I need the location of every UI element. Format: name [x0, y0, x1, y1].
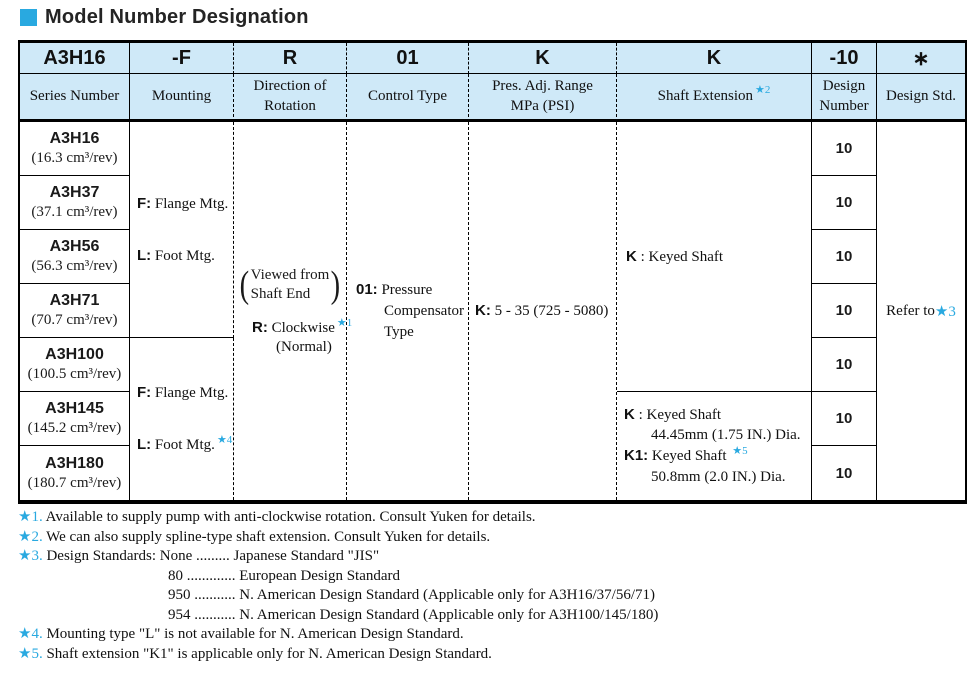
shaft-extension-detail-cell: [617, 392, 812, 500]
shaft-keyed-label: Keyed Shaft: [648, 248, 724, 265]
header-label-shaft: [617, 74, 812, 122]
footnote-5: [18, 645, 658, 665]
shaft-sep: :: [634, 406, 647, 423]
pressure-range-cell: [469, 122, 617, 500]
series-model: A3H145: [45, 400, 104, 417]
footnote-3-line4: [18, 606, 658, 626]
series-displacement: (70.7 cm³/rev): [31, 312, 118, 328]
footnote-marker: ★4.: [18, 626, 43, 642]
shaft-label-text: Shaft Extension: [657, 87, 754, 104]
footnote-text: 954 ........... N. American Design Standard (Applicable only for A3H100/145/180): [168, 606, 659, 623]
design-number-cell: 10: [812, 122, 877, 176]
design-number-cell: 10: [812, 446, 877, 500]
header-code-shaft: K: [617, 43, 812, 74]
footnote-marker: ★5.: [18, 645, 43, 662]
shaft-code-k: K: [626, 247, 637, 265]
pressure-label-line1: Pres. Adj. Range: [492, 78, 593, 95]
page-title: Model Number Designation: [45, 6, 309, 28]
control-code: 01:: [356, 281, 378, 298]
header-code-pressure: K: [469, 43, 617, 74]
design-number-label-line2: Number: [819, 97, 869, 114]
footnote-text: Shaft extension "K1" is applicable only for N. American Design Standard.: [42, 645, 492, 662]
footnote-text: 950 ........... N. American Design Standard (Applicable only for A3H16/37/56/71): [168, 587, 656, 603]
viewed-line2: Shaft End: [250, 286, 311, 302]
mounting-foot-option: [137, 436, 232, 454]
series-model: A3H56: [49, 238, 100, 255]
series-displacement: (16.3 cm³/rev): [31, 150, 118, 166]
series-displacement: (145.2 cm³/rev): [27, 420, 122, 436]
mounting-flange-option: [137, 195, 228, 213]
rotation-cell: [234, 122, 353, 500]
header-label-control: Control Type: [347, 74, 469, 122]
mounting-code-f: F:: [137, 384, 152, 401]
viewed-from-text: [251, 266, 330, 304]
series-displacement: (180.7 cm³/rev): [27, 474, 122, 491]
header-code-design-number: -10: [812, 43, 877, 74]
control-line3: Type: [384, 324, 414, 340]
design-number-cell: 10: [812, 284, 877, 338]
footnote-text: Mounting type "L" is not available for N. American Design Standard.: [42, 626, 464, 642]
mounting-label-flange: Flange Mtg.: [151, 195, 229, 212]
series-model: A3H71: [49, 292, 100, 309]
series-model: A3H16: [49, 130, 100, 147]
header-label-design-std: Design Std.: [877, 74, 965, 122]
series-cell-a3h16: [20, 122, 130, 176]
footnote-marker: ★1.: [18, 509, 43, 525]
viewed-line1: Viewed from: [250, 267, 330, 283]
header-label-mounting: Mounting: [130, 74, 234, 122]
header-label-series: Series Number: [20, 74, 130, 122]
shaft-sep: :: [636, 248, 649, 265]
pressure-value: 5 - 35 (725 - 5080): [490, 303, 609, 319]
series-model: A3H37: [49, 184, 100, 201]
footnote-3: [18, 547, 658, 567]
header-label-rotation: Direction of Rotation: [234, 74, 347, 122]
series-cell-a3h71: [20, 284, 130, 338]
shaft-k-option: [624, 405, 721, 426]
mounting-label-foot: Foot Mtg.: [151, 437, 215, 453]
series-model: A3H100: [45, 346, 104, 363]
control-line1: [356, 279, 432, 301]
pressure-label-line2: MPa (PSI): [510, 97, 575, 114]
pressure-code: K:: [475, 302, 491, 319]
footnote-3-line3: [18, 586, 658, 606]
footnote-text: Design Standards: None ......... Japanese Standard "JIS": [42, 548, 380, 564]
shaft-k1-label: Keyed Shaft: [648, 447, 731, 464]
series-cell-a3h180: [20, 446, 130, 500]
pressure-option: [475, 302, 608, 320]
mounting-code-l: L:: [137, 246, 152, 264]
section-title-bar: [20, 6, 309, 29]
shaft-extension-keyed-cell: [617, 122, 812, 392]
shaft-k-dimension: 44.45mm (1.75 IN.) Dia.: [651, 427, 801, 443]
rotation-label: Clockwise: [267, 320, 335, 336]
footnote-ref-3: ★3: [934, 303, 956, 320]
footnotes: [18, 508, 658, 664]
header-code-design-std: ∗: [877, 43, 965, 74]
design-std-cell: [877, 122, 965, 500]
header-code-control: 01: [347, 43, 469, 74]
rotation-code-r: R:: [252, 319, 268, 336]
control-text1: Pressure: [377, 282, 433, 298]
mounting-label-foot: Foot Mtg.: [151, 247, 215, 264]
header-code-mounting: -F: [130, 43, 234, 74]
section-marker-icon: [20, 9, 37, 26]
viewed-from-note: [238, 263, 342, 306]
close-paren: ): [330, 263, 341, 306]
mounting-code-f: F:: [137, 194, 152, 212]
mounting-group2-cell: [130, 338, 234, 500]
series-cell-a3h56: [20, 230, 130, 284]
model-number-table: [18, 40, 967, 504]
control-line2: Compensator: [384, 303, 464, 319]
series-cell-a3h145: [20, 392, 130, 446]
footnote-ref-2: ★2: [755, 84, 771, 97]
header-label-design-number: [812, 74, 877, 122]
mounting-code-l: L:: [137, 436, 152, 453]
series-displacement: (37.1 cm³/rev): [31, 204, 118, 220]
series-cell-a3h37: [20, 176, 130, 230]
header-code-series: A3H16: [20, 43, 130, 74]
footnote-marker: ★2.: [18, 528, 43, 545]
rotation-normal-note: (Normal): [276, 339, 332, 355]
series-cell-a3h100: [20, 338, 130, 392]
footnote-text: 80 ............. European Design Standard: [168, 567, 401, 584]
footnote-1: [18, 508, 658, 528]
design-std-text: Refer to: [886, 302, 935, 319]
design-number-cell: 10: [812, 230, 877, 284]
footnote-3-line2: [18, 567, 658, 587]
footnote-text: Available to supply pump with anti-clockwise rotation. Consult Yuken for details.: [42, 509, 536, 525]
footnote-text: We can also supply spline-type shaft extension. Consult Yuken for details.: [42, 528, 491, 545]
footnote-ref-1: ★1: [336, 317, 353, 329]
footnote-ref-5: ★5: [732, 444, 748, 457]
footnote-2: [18, 528, 658, 548]
design-number-cell: 10: [812, 338, 877, 392]
mounting-foot-option: [137, 247, 217, 265]
shaft-k1-option: [624, 446, 748, 468]
shaft-k-label: Keyed Shaft: [646, 406, 722, 423]
series-model: A3H180: [45, 454, 104, 472]
series-displacement: (56.3 cm³/rev): [31, 258, 118, 274]
footnote-4: [18, 625, 658, 645]
header-label-pressure: [469, 74, 617, 122]
open-paren: (: [239, 263, 250, 306]
control-type-cell: [347, 122, 469, 500]
design-number-label-line1: Design: [822, 78, 866, 95]
mounting-label-flange: Flange Mtg.: [151, 385, 229, 401]
footnote-marker: ★3.: [18, 548, 43, 564]
series-displacement: (100.5 cm³/rev): [27, 366, 122, 382]
design-number-cell: 10: [812, 176, 877, 230]
rotation-option: [234, 319, 352, 337]
shaft-keyed-option: [626, 248, 723, 266]
mounting-flange-option: [137, 384, 228, 402]
header-code-rotation: R: [234, 43, 347, 74]
design-number-cell: 10: [812, 392, 877, 446]
shaft-code-k1: K1:: [624, 446, 649, 464]
shaft-code-k: K: [624, 405, 635, 423]
shaft-k1-dimension: 50.8mm (2.0 IN.) Dia.: [651, 469, 786, 485]
footnote-ref-4: ★4: [216, 434, 233, 446]
mounting-group1-cell: [130, 122, 234, 338]
